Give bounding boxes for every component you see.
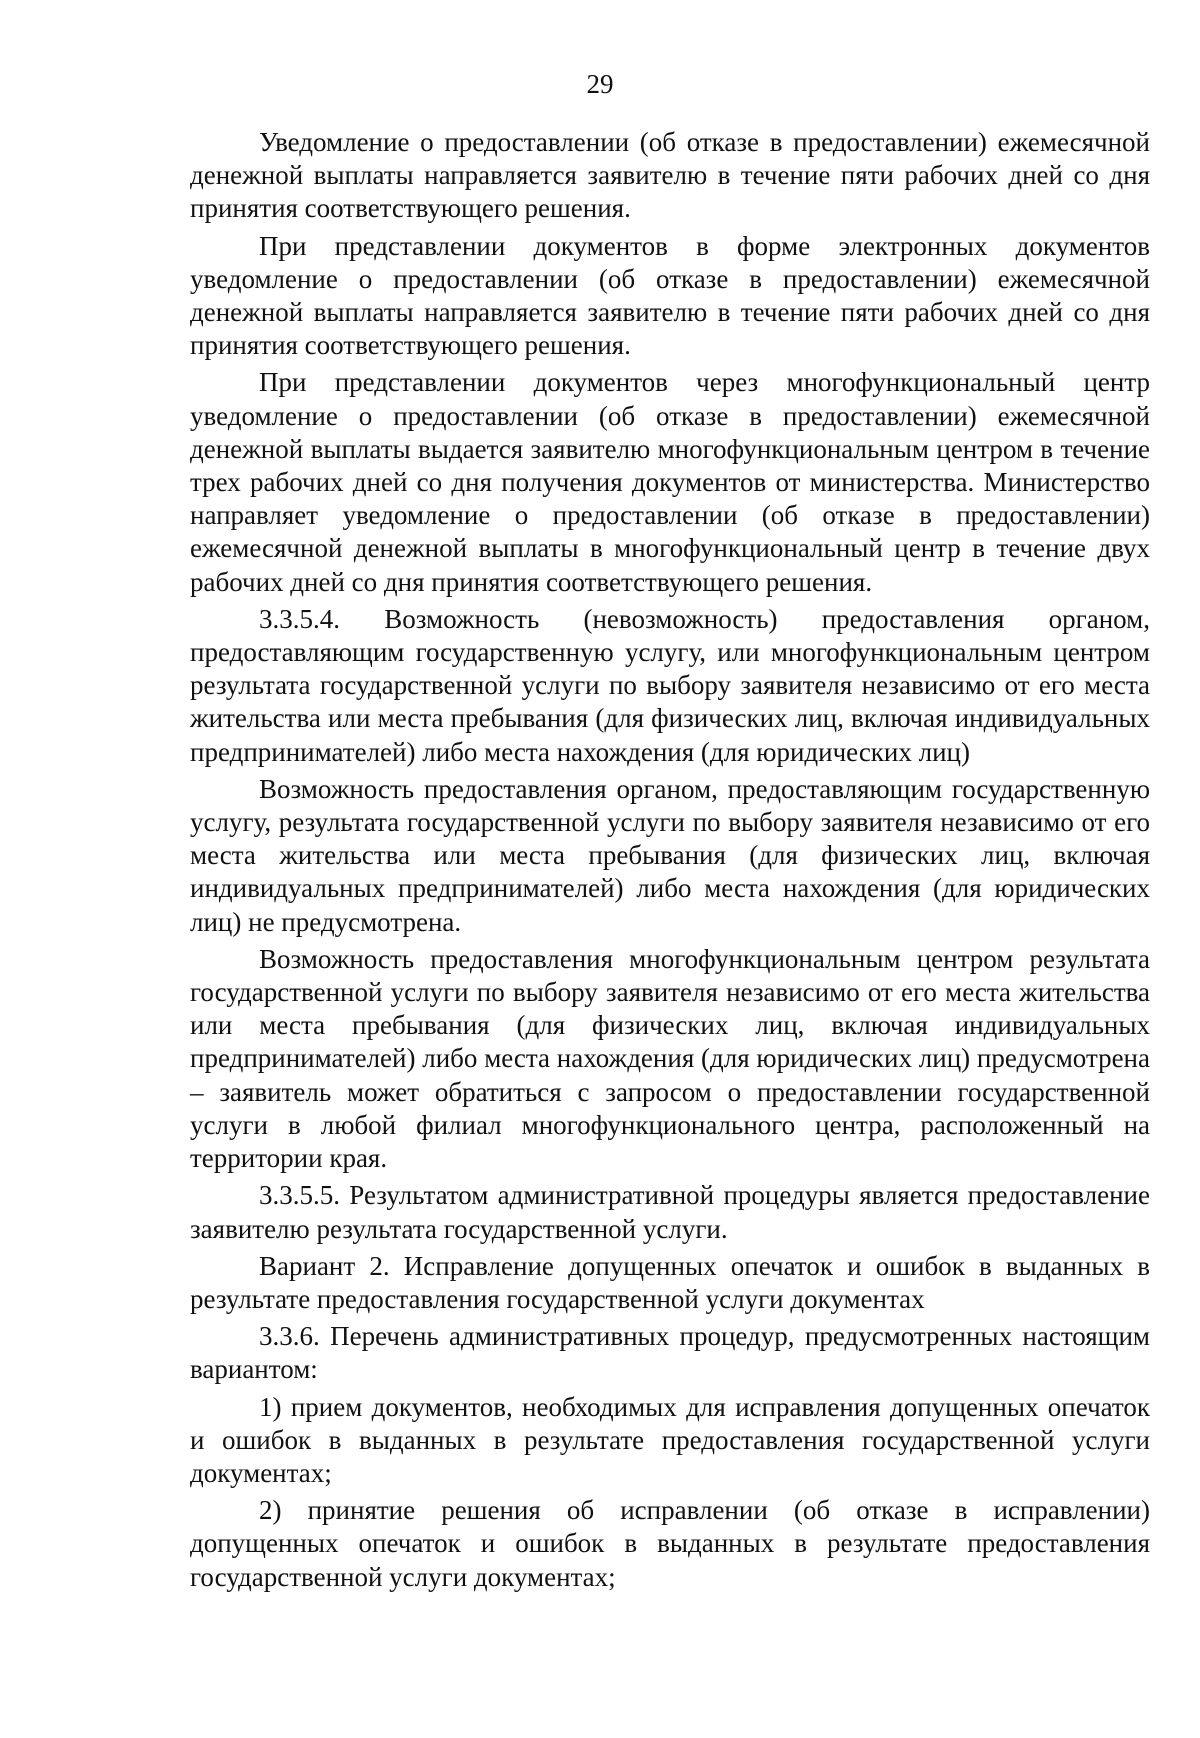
paragraph-3-3-5-5: 3.3.5.5. Результатом административной процедуры является предоставление заявителю результата государственной услуги.	[190, 1180, 1150, 1244]
paragraph-variant-2: Вариант 2. Исправление допущенных опечаток и ошибок в выданных в результате предоставления государственной услуги документах	[190, 1250, 1150, 1314]
page-number: 29	[586, 69, 614, 99]
paragraph-electronic-documents: При представлении документов в форме электронных документов уведомление о предоставлении (об отказе в предоставлении) ежемесячной денежной выплаты направляется заявителю в течение пяти рабочих дней со дня принятия соответствующего решения.	[190, 230, 1150, 361]
paragraph-3-3-5-4: 3.3.5.4. Возможность (невозможность) предоставления органом, предоставляющим государственную услугу, или многофункциональным центром результата государственной услуги по выбору заявителя независимо от его места жительства или места пребывания (для физических лиц, включая индивидуальных предпринимателей) либо места нахождения (для юридических лиц)	[190, 603, 1150, 767]
document-body	[190, 126, 1150, 1594]
paragraph-3-3-6: 3.3.6. Перечень административных процедур, предусмотренных настоящим вариантом:	[190, 1321, 1150, 1385]
list-item-2: 2) принятие решения об исправлении (об отказе в исправлении) допущенных опечаток и ошибок в выданных в результате предоставления государственной услуги документах;	[190, 1495, 1150, 1592]
paragraph-multifunctional-center: При представлении документов через многофункциональный центр уведомление о предоставлении (об отказе в предоставлении) ежемесячной денежной выплаты выдается заявителю многофункциональным центром в течение трех рабочих дней со дня получения документов от министерства. Министерство направляет уведомление о предоставлении (об отказе в предоставлении) ежемесячной денежной выплаты в многофункциональный центр в течение двух рабочих дней со дня принятия соответствующего решения.	[190, 367, 1150, 597]
paragraph-possibility-not-provided: Возможность предоставления органом, предоставляющим государственную услугу, результата государственной услуги по выбору заявителя независимо от его места жительства или места пребывания (для физических лиц, включая индивидуальных предпринимателей) либо места нахождения (для юридических лиц) не предусмотрена.	[190, 773, 1150, 937]
list-item-1: 1) прием документов, необходимых для исправления допущенных опечаток и ошибок в выданных в результате предоставления государственной услуги документах;	[190, 1391, 1150, 1488]
paragraph-possibility-provided: Возможность предоставления многофункциональным центром результата государственной услуги по выбору заявителя независимо от его места жительства или места пребывания (для физических лиц, включая индивидуальных предпринимателей) либо места нахождения (для юридических лиц) предусмотрена – заявитель может обратиться с запросом о предоставлении государственной услуги в любой филиал многофункционального центра, расположенный на территории края.	[190, 943, 1150, 1174]
paragraph-notification-term: Уведомление о предоставлении (об отказе в предоставлении) ежемесячной денежной выплаты направляется заявителю в течение пяти рабочих дней со дня принятия соответствующего решения.	[190, 127, 1150, 224]
